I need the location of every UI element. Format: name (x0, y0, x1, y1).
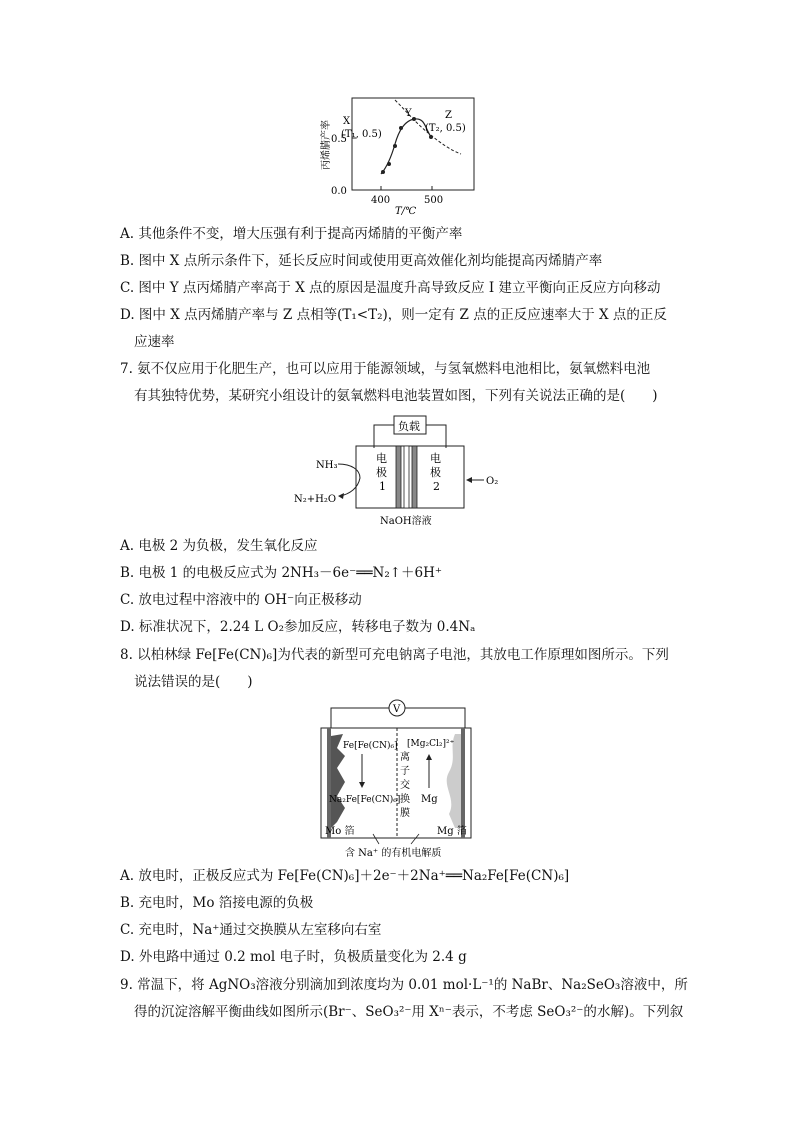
q6-option-a[interactable]: A. 其他条件不变，增大压强有利于提高丙烯腈的平衡产率 (120, 226, 463, 242)
mg-foil (461, 728, 465, 838)
mg-foil-label: Mg 箔 (437, 826, 467, 837)
mg-label: Mg (421, 794, 438, 805)
data-point-x (393, 144, 397, 148)
y-tick-05: 0.5 (331, 134, 347, 145)
electrolyte-label: 含 Na⁺ 的有机电解质 (345, 848, 442, 859)
q8-option-c[interactable]: C. 充电时，Na⁺通过交换膜从左室移向右室 (120, 922, 382, 938)
x-tick-400: 400 (371, 195, 391, 206)
data-point (399, 126, 403, 130)
membrane-char-2: 子 (400, 766, 410, 777)
membrane (404, 446, 409, 508)
electrode-2-char1: 电 (430, 452, 441, 465)
data-point-z (429, 135, 433, 139)
x-axis-label: T/℃ (395, 206, 417, 217)
membrane-char-1: 离 (400, 752, 410, 763)
electrode-2-char2: 极 (430, 466, 441, 479)
nh3-label: NH₃ (316, 460, 338, 471)
membrane-char-3: 交 (400, 780, 410, 791)
yield-temperature-chart (315, 92, 485, 217)
q8-option-a[interactable]: A. 放电时，正极反应式为 Fe[Fe(CN)₆]＋2e⁻＋2Na⁺══Na₂Fe[Fe(CN)₆] (120, 868, 570, 884)
q9-stem: 9. 常温下，将 AgNO₃溶液分别滴加到浓度均为 0.01 mol·L⁻¹的 NaBr、Na₂SeO₃溶液中，所 (120, 977, 688, 993)
load-label: 负载 (398, 420, 420, 433)
ammonia-fuel-cell-diagram (288, 412, 518, 534)
data-point (387, 162, 391, 166)
chart-frame (352, 98, 474, 190)
label-z-coord: (T₂, 0.5) (425, 123, 466, 134)
label-z: Z (445, 110, 452, 121)
electrode-1-char3: 1 (379, 480, 386, 493)
q7-option-d[interactable]: D. 标准状况下，2.24 L O₂参加反应，转移电子数为 0.4Nₐ (120, 619, 476, 635)
q7-stem: 7. 氨不仅应用于化肥生产，也可以应用于能源领域，与氢氧燃料电池相比，氨氧燃料电池 (120, 361, 651, 377)
q8-option-d[interactable]: D. 外电路中通过 0.2 mol 电子时，负极质量变化为 2.4 g (120, 949, 467, 965)
electrode-1-char1: 电 (376, 452, 387, 465)
label-y: Y (405, 108, 412, 119)
q8-stem-continued: 说法错误的是( ) (134, 674, 253, 690)
voltmeter-label: V (393, 704, 401, 715)
sodium-ion-battery-diagram (315, 698, 485, 860)
x-tick-500: 500 (424, 195, 444, 206)
q6-option-d[interactable]: D. 图中 X 点丙烯腈产率与 Z 点相等(T₁<T₂)，则一定有 Z 点的正反应速率大于 X 点的正反 (120, 307, 667, 323)
membrane-char-4: 换 (400, 794, 410, 805)
mo-foil-label: Mo 箔 (325, 826, 355, 837)
label-x-coord: (T₁, 0.5) (341, 129, 382, 140)
y-axis-label: 丙烯腈产率 (321, 120, 332, 170)
mg-complex: [Mg₂Cl₂]²⁺ (407, 739, 455, 749)
species-top: Fe[Fe(CN)₆] (343, 741, 398, 751)
products-label: N₂+H₂O (294, 494, 337, 505)
q8-option-b[interactable]: B. 充电时，Mo 箔接电源的负极 (120, 895, 314, 911)
q7-option-b[interactable]: B. 电极 1 的电极反应式为 2NH₃－6e⁻══N₂↑＋6H⁺ (120, 565, 443, 581)
q8-stem: 8. 以柏林绿 Fe[Fe(CN)₆]为代表的新型可充电钠离子电池，其放电工作原理如图所示。下列 (120, 647, 669, 663)
data-point-y (412, 117, 416, 121)
q7-option-a[interactable]: A. 电极 2 为负极，发生氧化反应 (120, 538, 318, 554)
electrode-2 (412, 446, 417, 508)
species-bottom: Na₂Fe[Fe(CN)₆] (329, 795, 401, 805)
electrode-1 (396, 446, 401, 508)
mo-foil (327, 728, 331, 838)
o2-label: O₂ (486, 476, 499, 487)
q9-stem-continued: 得的沉淀溶解平衡曲线如图所示(Br⁻、SeO₃²⁻用 Xⁿ⁻表示，不考虑 SeO₃²⁻的水解)。下列叙 (134, 1004, 684, 1020)
label-x: X (343, 116, 351, 127)
q6-option-c[interactable]: C. 图中 Y 点丙烯腈产率高于 X 点的原因是温度升高导致反应 I 建立平衡向正反应方向移动 (120, 280, 661, 296)
q6-option-b[interactable]: B. 图中 X 点所示条件下，延长反应时间或使用更高效催化剂均能提高丙烯腈产率 (120, 253, 603, 269)
electrolyte-label: NaOH溶液 (380, 516, 432, 527)
q7-option-c[interactable]: C. 放电过程中溶液中的 OH⁻向正极移动 (120, 592, 362, 608)
membrane-char-5: 膜 (400, 808, 410, 819)
q7-stem-continued: 有其独特优势，某研究小组设计的氨氧燃料电池装置如图，下列有关说法正确的是( ) (134, 388, 658, 404)
y-tick-00: 0.0 (331, 186, 347, 197)
q6-option-d-continued: 应速率 (134, 334, 175, 350)
electrode-1-char2: 极 (376, 466, 387, 479)
electrode-2-char3: 2 (433, 480, 440, 493)
data-point (381, 170, 385, 174)
cell-tank (356, 446, 464, 508)
